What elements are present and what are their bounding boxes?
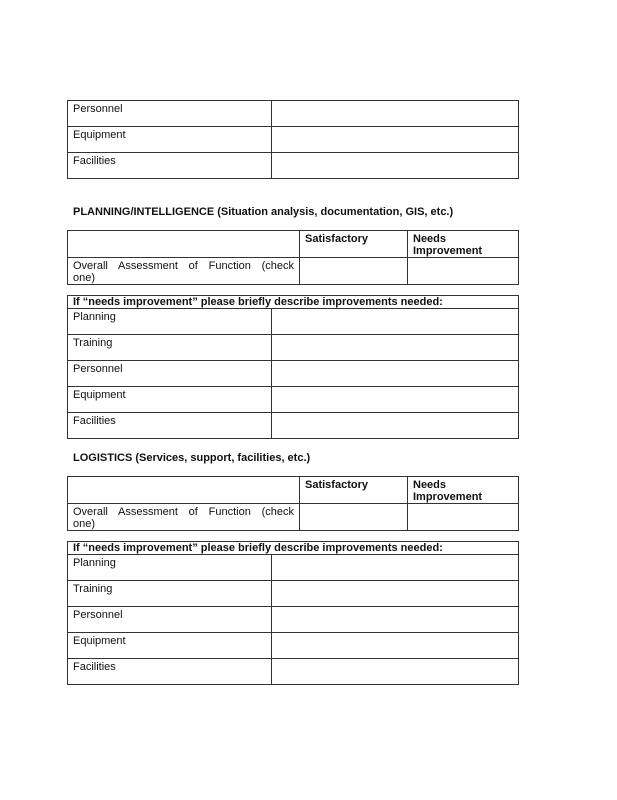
table-header-row [68, 231, 519, 258]
table-row [68, 633, 519, 659]
response-cell[interactable] [272, 153, 519, 179]
response-cell[interactable] [272, 309, 519, 335]
response-cell[interactable] [272, 633, 519, 659]
improvement-label: Improvement [413, 245, 483, 257]
row-label: Personnel [68, 361, 272, 387]
needs-label: Needs [413, 233, 447, 245]
row-label: Training [68, 335, 272, 361]
overall-assessment-label [68, 504, 300, 531]
row-label: Planning [68, 555, 272, 581]
satisfactory-check-cell[interactable] [300, 504, 408, 531]
table-row [68, 659, 519, 685]
improvements-header: If “needs improvement” please briefly describe improvements needed: [68, 542, 519, 555]
row-label: Personnel [68, 101, 272, 127]
improvements-table-planning [67, 295, 519, 439]
response-cell[interactable] [272, 127, 519, 153]
assessment-label-line1: Overall Assessment of Function (check [73, 260, 294, 272]
row-label: Personnel [68, 607, 272, 633]
response-cell[interactable] [272, 581, 519, 607]
response-cell[interactable] [272, 361, 519, 387]
blank-header-cell [68, 231, 300, 258]
assessment-table-logistics [67, 476, 519, 531]
satisfactory-check-cell[interactable] [300, 258, 408, 285]
satisfactory-header: Satisfactory [300, 231, 408, 258]
improvements-table-logistics [67, 541, 519, 685]
response-cell[interactable] [272, 101, 519, 127]
table-row [68, 504, 519, 531]
improvements-header: If “needs improvement” please briefly describe improvements needed: [68, 296, 519, 309]
table-row [68, 555, 519, 581]
needs-improvement-header [408, 231, 519, 258]
assessment-label-line2: one) [73, 272, 96, 284]
table-row [68, 581, 519, 607]
table-row [68, 309, 519, 335]
table-row [68, 101, 519, 127]
table-row [68, 361, 519, 387]
row-label: Equipment [68, 633, 272, 659]
row-label: Facilities [68, 659, 272, 685]
section-title-logistics: LOGISTICS (Services, support, facilities, etc.) [73, 452, 311, 464]
response-cell[interactable] [272, 387, 519, 413]
needs-improvement-check-cell[interactable] [408, 258, 519, 285]
table-header-row [68, 477, 519, 504]
section-title-planning: PLANNING/INTELLIGENCE (Situation analysis, documentation, GIS, etc.) [73, 206, 454, 218]
row-label: Facilities [68, 413, 272, 439]
row-label: Equipment [68, 127, 272, 153]
response-cell[interactable] [272, 659, 519, 685]
table-header-row [68, 542, 519, 555]
needs-improvement-header [408, 477, 519, 504]
assessment-table-planning [67, 230, 519, 285]
response-cell[interactable] [272, 607, 519, 633]
response-cell[interactable] [272, 555, 519, 581]
blank-header-cell [68, 477, 300, 504]
table-row [68, 258, 519, 285]
row-label: Facilities [68, 153, 272, 179]
table-row [68, 607, 519, 633]
needs-label: Needs [413, 479, 447, 491]
table-row [68, 387, 519, 413]
satisfactory-header: Satisfactory [300, 477, 408, 504]
response-cell[interactable] [272, 413, 519, 439]
response-cell[interactable] [272, 335, 519, 361]
table-row [68, 127, 519, 153]
row-label: Equipment [68, 387, 272, 413]
assessment-label-line1: Overall Assessment of Function (check [73, 506, 294, 518]
assessment-label-line2: one) [73, 518, 96, 530]
table-header-row [68, 296, 519, 309]
top-resource-table [67, 100, 519, 179]
table-row [68, 413, 519, 439]
row-label: Planning [68, 309, 272, 335]
overall-assessment-label [68, 258, 300, 285]
table-row [68, 153, 519, 179]
needs-improvement-check-cell[interactable] [408, 504, 519, 531]
row-label: Training [68, 581, 272, 607]
improvement-label: Improvement [413, 491, 483, 503]
table-row [68, 335, 519, 361]
